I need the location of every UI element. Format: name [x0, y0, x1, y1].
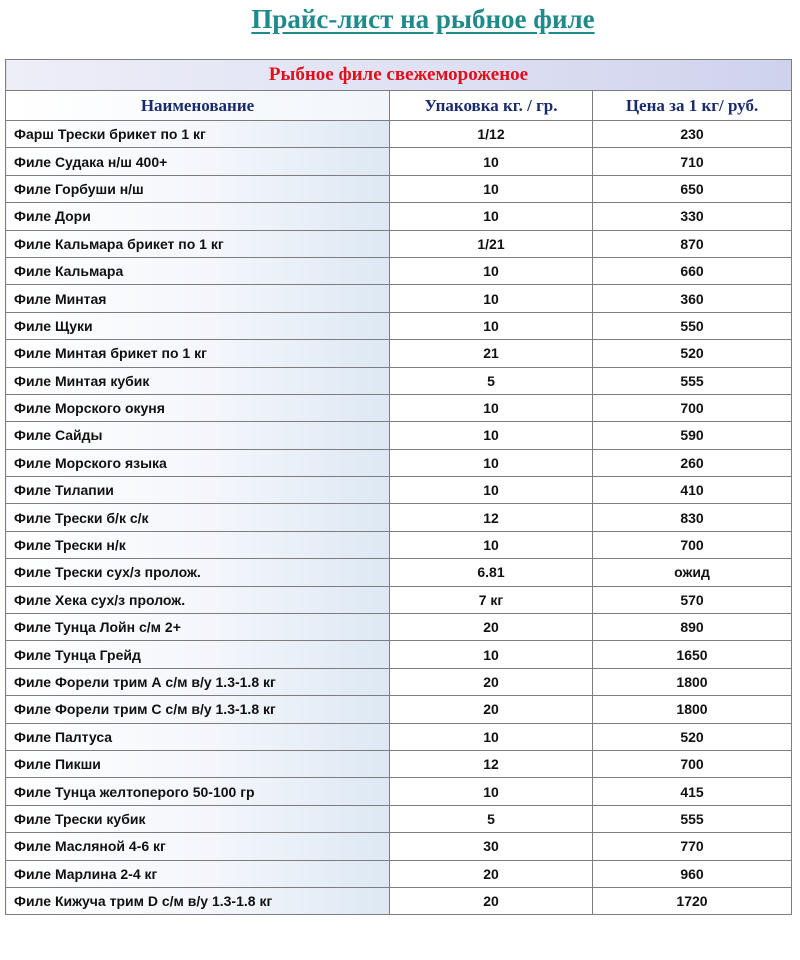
- price-cell: ожид: [593, 559, 792, 586]
- package-cell: 10: [390, 422, 593, 449]
- product-name-cell: Филе Минтая кубик: [6, 367, 390, 394]
- package-cell: 30: [390, 833, 593, 860]
- package-cell: 10: [390, 257, 593, 284]
- package-cell: 5: [390, 367, 593, 394]
- product-name-cell: Филе Сайды: [6, 422, 390, 449]
- price-cell: 570: [593, 586, 792, 613]
- price-cell: 700: [593, 394, 792, 421]
- product-name-cell: Филе Пикши: [6, 750, 390, 777]
- price-cell: 410: [593, 477, 792, 504]
- product-name-cell: Филе Форели трим А с/м в/у 1.3-1.8 кг: [6, 668, 390, 695]
- price-cell: 650: [593, 175, 792, 202]
- product-name-cell: Филе Тунца Грейд: [6, 641, 390, 668]
- price-cell: 555: [593, 805, 792, 832]
- package-cell: 5: [390, 805, 593, 832]
- product-name-cell: Филе Тунца желтоперого 50-100 гр: [6, 778, 390, 805]
- column-header-name: Наименование: [6, 91, 390, 121]
- price-cell: 1650: [593, 641, 792, 668]
- package-cell: 10: [390, 312, 593, 339]
- table-row: [6, 203, 792, 230]
- product-name-cell: Филе Морского окуня: [6, 394, 390, 421]
- table-row: [6, 394, 792, 421]
- product-name-cell: Филе Морского языка: [6, 449, 390, 476]
- price-cell: 550: [593, 312, 792, 339]
- price-cell: 1800: [593, 696, 792, 723]
- table-row: [6, 723, 792, 750]
- product-name-cell: Филе Трески б/к с/к: [6, 504, 390, 531]
- package-cell: 20: [390, 614, 593, 641]
- price-cell: 555: [593, 367, 792, 394]
- table-row: [6, 340, 792, 367]
- price-cell: 870: [593, 230, 792, 257]
- package-cell: 10: [390, 778, 593, 805]
- table-row: [6, 121, 792, 148]
- price-cell: 890: [593, 614, 792, 641]
- table-row: [6, 559, 792, 586]
- page-title: Прайс-лист на рыбное филе: [251, 4, 595, 34]
- section-header-row: [6, 60, 792, 91]
- price-cell: 1800: [593, 668, 792, 695]
- price-cell: 960: [593, 860, 792, 887]
- table-row: [6, 422, 792, 449]
- product-name-cell: Филе Трески сух/з пролож.: [6, 559, 390, 586]
- package-cell: 10: [390, 175, 593, 202]
- table-row: [6, 285, 792, 312]
- product-name-cell: Филе Щуки: [6, 312, 390, 339]
- package-cell: 10: [390, 449, 593, 476]
- product-name-cell: Филе Палтуса: [6, 723, 390, 750]
- table-row: [6, 586, 792, 613]
- table-row: [6, 833, 792, 860]
- package-cell: 10: [390, 477, 593, 504]
- price-cell: 520: [593, 340, 792, 367]
- table-row: [6, 312, 792, 339]
- table-row: [6, 750, 792, 777]
- package-cell: 10: [390, 203, 593, 230]
- table-row: [6, 230, 792, 257]
- package-cell: 20: [390, 887, 593, 914]
- column-header-pack: Упаковка кг. / гр.: [390, 91, 593, 121]
- product-name-cell: Филе Тунца Лойн с/м 2+: [6, 614, 390, 641]
- column-header-row: [6, 91, 792, 121]
- price-cell: 660: [593, 257, 792, 284]
- product-name-cell: Филе Дори: [6, 203, 390, 230]
- product-name-cell: Филе Масляной 4-6 кг: [6, 833, 390, 860]
- table-row: [6, 175, 792, 202]
- package-cell: 20: [390, 696, 593, 723]
- price-cell: 770: [593, 833, 792, 860]
- table-row: [6, 504, 792, 531]
- product-name-cell: Филе Минтая брикет по 1 кг: [6, 340, 390, 367]
- price-cell: 700: [593, 531, 792, 558]
- product-name-cell: Филе Судака н/ш 400+: [6, 148, 390, 175]
- table-row: [6, 860, 792, 887]
- table-row: [6, 614, 792, 641]
- package-cell: 20: [390, 668, 593, 695]
- price-cell: 1720: [593, 887, 792, 914]
- price-cell: 230: [593, 121, 792, 148]
- product-name-cell: Филе Кальмара: [6, 257, 390, 284]
- price-cell: 360: [593, 285, 792, 312]
- table-row: [6, 148, 792, 175]
- price-cell: 830: [593, 504, 792, 531]
- package-cell: 10: [390, 723, 593, 750]
- product-name-cell: Филе Кижуча трим D с/м в/у 1.3-1.8 кг: [6, 887, 390, 914]
- package-cell: 10: [390, 148, 593, 175]
- package-cell: 21: [390, 340, 593, 367]
- price-cell: 260: [593, 449, 792, 476]
- table-row: [6, 367, 792, 394]
- package-cell: 10: [390, 641, 593, 668]
- package-cell: 10: [390, 394, 593, 421]
- product-name-cell: Филе Горбуши н/ш: [6, 175, 390, 202]
- table-row: [6, 805, 792, 832]
- price-cell: 415: [593, 778, 792, 805]
- price-cell: 700: [593, 750, 792, 777]
- price-cell: 330: [593, 203, 792, 230]
- product-name-cell: Филе Хека сух/з пролож.: [6, 586, 390, 613]
- product-name-cell: Филе Кальмара брикет по 1 кг: [6, 230, 390, 257]
- table-row: [6, 257, 792, 284]
- product-name-cell: Филе Тилапии: [6, 477, 390, 504]
- package-cell: 12: [390, 750, 593, 777]
- table-row: [6, 449, 792, 476]
- table-row: [6, 778, 792, 805]
- package-cell: 1/12: [390, 121, 593, 148]
- package-cell: 10: [390, 285, 593, 312]
- price-table: [5, 59, 792, 915]
- package-cell: 12: [390, 504, 593, 531]
- package-cell: 20: [390, 860, 593, 887]
- product-name-cell: Филе Марлина 2-4 кг: [6, 860, 390, 887]
- table-row: [6, 887, 792, 914]
- product-name-cell: Филе Трески н/к: [6, 531, 390, 558]
- package-cell: 6.81: [390, 559, 593, 586]
- table-row: [6, 477, 792, 504]
- table-row: [6, 696, 792, 723]
- package-cell: 10: [390, 531, 593, 558]
- price-cell: 520: [593, 723, 792, 750]
- product-name-cell: Филе Форели трим С с/м в/у 1.3-1.8 кг: [6, 696, 390, 723]
- price-cell: 710: [593, 148, 792, 175]
- product-name-cell: Филе Минтая: [6, 285, 390, 312]
- section-title: Рыбное филе свежемороженое: [6, 60, 792, 91]
- table-row: [6, 668, 792, 695]
- column-header-price: Цена за 1 кг/ руб.: [593, 91, 792, 121]
- table-row: [6, 641, 792, 668]
- price-cell: 590: [593, 422, 792, 449]
- package-cell: 7 кг: [390, 586, 593, 613]
- package-cell: 1/21: [390, 230, 593, 257]
- product-name-cell: Филе Трески кубик: [6, 805, 390, 832]
- table-row: [6, 531, 792, 558]
- product-name-cell: Фарш Трески брикет по 1 кг: [6, 121, 390, 148]
